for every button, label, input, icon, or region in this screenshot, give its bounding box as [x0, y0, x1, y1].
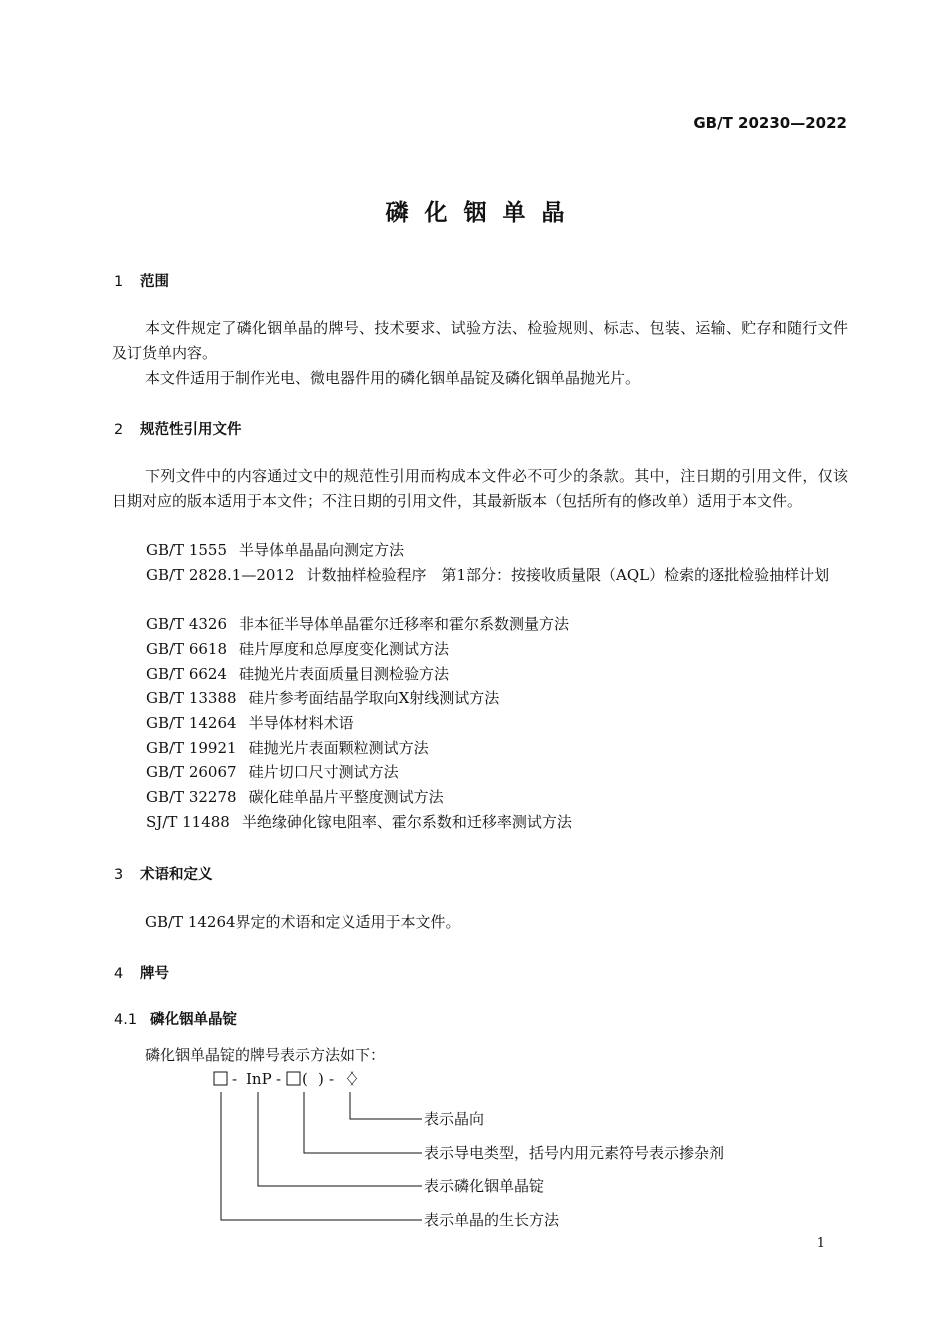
reference-item — [146, 662, 449, 687]
reference-item — [146, 736, 429, 761]
reference-item — [112, 563, 848, 588]
reference-title: 非本征半导体单晶霍尔迁移率和霍尔系数测量方法 — [239, 615, 570, 633]
formula-angle-close: 〉 — [350, 1070, 366, 1088]
leader-line-orientation — [350, 1092, 422, 1119]
section-3-title: 术语和定义 — [140, 867, 213, 883]
formula-paren-close: ) — [318, 1070, 324, 1088]
reference-item — [146, 612, 569, 637]
leader-line-conductivity — [304, 1092, 422, 1153]
leader-line-growth — [221, 1092, 422, 1220]
section-1-heading — [114, 270, 169, 291]
label-orientation: 表示晶向 — [424, 1110, 485, 1128]
label-ingot: 表示磷化铟单晶锭 — [424, 1177, 545, 1195]
section-1-title: 范围 — [140, 274, 169, 290]
section-2-number: 2 — [114, 422, 124, 438]
reference-code: GB/T 6618 — [146, 640, 228, 658]
standard-number: GB/T 20230—2022 — [693, 114, 847, 132]
reference-title: 碳化硅单晶片平整度测试方法 — [248, 788, 444, 806]
reference-item — [146, 637, 449, 662]
section-1-paragraph-2: 本文件适用于制作光电、微电器件用的磷化铟单晶锭及磷化铟单晶抛光片。 — [145, 369, 641, 387]
formula-material: InP — [246, 1070, 272, 1088]
reference-code: GB/T 19921 — [146, 739, 237, 757]
section-4-heading — [114, 962, 169, 983]
reference-title: 半导体单晶晶向测定方法 — [239, 541, 405, 559]
reference-code: GB/T 14264 — [146, 714, 237, 732]
section-1-paragraph-1: 本文件规定了磷化铟单晶的牌号、技术要求、试验方法、检验规则、标志、包装、运输、贮存和随行文件及订货单内容。 — [112, 319, 848, 362]
section-4-1-number: 4.1 — [114, 1012, 138, 1028]
formula-separator: - — [276, 1070, 282, 1088]
section-4-1-heading — [114, 1008, 237, 1029]
formula-separator: - — [329, 1070, 335, 1088]
placeholder-box-growth — [214, 1072, 227, 1085]
section-4-number: 4 — [114, 966, 124, 982]
designation-diagram — [210, 1066, 770, 1236]
leader-line-ingot — [258, 1092, 422, 1186]
section-3-number: 3 — [114, 867, 124, 883]
reference-item — [146, 810, 572, 835]
reference-title: 半导体材料术语 — [248, 714, 354, 732]
document-title: 磷化铟单晶 — [385, 200, 581, 226]
section-3-heading — [114, 863, 213, 884]
label-growth: 表示单晶的生长方法 — [424, 1211, 560, 1229]
reference-title: 硅片厚度和总厚度变化测试方法 — [239, 640, 450, 658]
reference-code: GB/T 6624 — [146, 665, 228, 683]
reference-title: 硅抛光片表面质量目测检验方法 — [239, 665, 450, 683]
reference-code: GB/T 13388 — [146, 689, 237, 707]
reference-item — [146, 711, 354, 736]
section-2-title: 规范性引用文件 — [140, 422, 242, 438]
reference-title: 半绝缘砷化镓电阻率、霍尔系数和迁移率测试方法 — [241, 813, 572, 831]
reference-code: GB/T 2828.1—2012 — [146, 566, 295, 584]
reference-code: GB/T 1555 — [146, 541, 228, 559]
reference-title: 硅抛光片表面颗粒测试方法 — [248, 739, 429, 757]
section-4-title: 牌号 — [140, 966, 169, 982]
formula-angle-open: 〈 — [339, 1070, 355, 1088]
section-3-paragraph: GB/T 14264界定的术语和定义适用于本文件。 — [145, 913, 461, 931]
reference-item — [146, 760, 399, 785]
reference-item — [146, 538, 404, 563]
reference-item — [146, 686, 499, 711]
reference-code: SJ/T 11488 — [146, 813, 230, 831]
formula-separator: - — [232, 1070, 238, 1088]
section-1-number: 1 — [114, 274, 124, 290]
reference-item — [146, 785, 444, 810]
reference-code: GB/T 32278 — [146, 788, 237, 806]
reference-code: GB/T 4326 — [146, 615, 228, 633]
reference-code: GB/T 26067 — [146, 763, 237, 781]
label-conductivity: 表示导电类型，括号内用元素符号表示掺杂剂 — [424, 1144, 725, 1162]
reference-title: 硅片参考面结晶学取向X射线测试方法 — [248, 689, 500, 707]
reference-title: 硅片切口尺寸测试方法 — [248, 763, 399, 781]
section-4-1-intro: 磷化铟单晶锭的牌号表示方法如下： — [145, 1046, 386, 1064]
page-number: 1 — [816, 1236, 825, 1251]
placeholder-box-conductivity — [287, 1072, 300, 1085]
reference-title: 计数抽样检验程序 第1部分：按接收质量限（AQL）检索的逐批检验抽样计划 — [306, 566, 830, 584]
formula-paren-open: ( — [302, 1070, 308, 1088]
section-4-1-title: 磷化铟单晶锭 — [150, 1012, 237, 1028]
section-2-heading — [114, 418, 242, 439]
section-2-intro: 下列文件中的内容通过文中的规范性引用而构成本文件必不可少的条款。其中，注日期的引用文件，仅该日期对应的版本适用于本文件；不注日期的引用文件，其最新版本（包括所有的修改单）适用于本文件。 — [112, 467, 848, 510]
